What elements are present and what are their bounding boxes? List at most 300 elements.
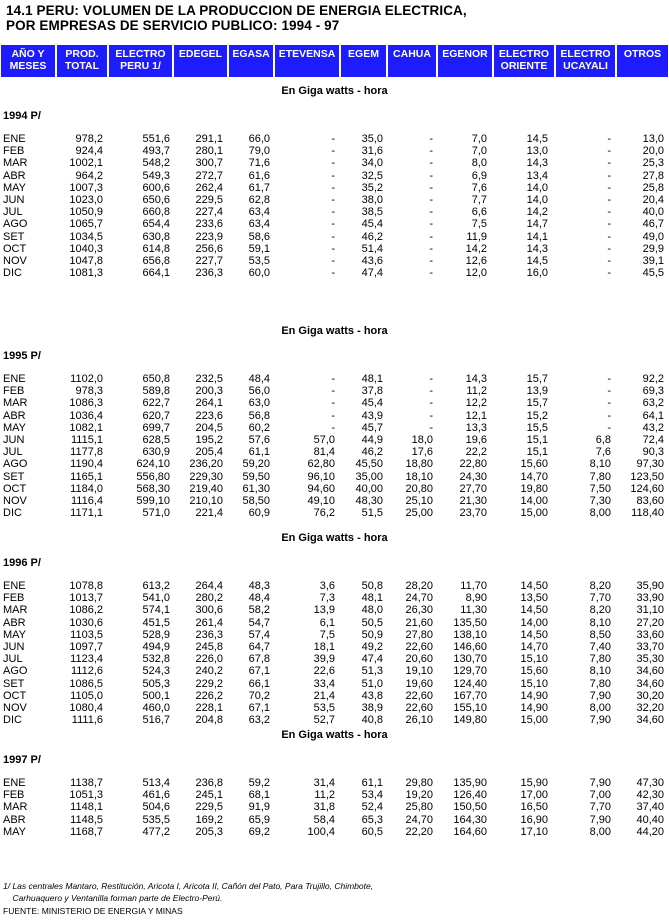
value-cell: 35,0 xyxy=(361,133,383,145)
value-cell: 236,8 xyxy=(195,777,223,789)
value-cell: - xyxy=(607,157,611,170)
value-cell: 1138,7 xyxy=(70,777,103,789)
value-cell: 1086,5 xyxy=(69,677,103,690)
value-cell: 68,1 xyxy=(248,789,270,802)
value-cell: 169,2 xyxy=(195,813,223,826)
value-cell: 126,40 xyxy=(453,789,487,802)
value-cell: 599,10 xyxy=(136,495,170,507)
value-cell: 613,2 xyxy=(142,580,170,592)
value-cell: 25,8 xyxy=(642,181,664,194)
column-header: ELECTRO UCAYALI xyxy=(556,45,615,77)
value-cell: 1002,1 xyxy=(69,157,103,170)
value-cell: 232,5 xyxy=(195,373,223,385)
value-cell: 17,00 xyxy=(520,789,548,802)
value-cell: 71,6 xyxy=(248,157,270,170)
value-cell: 16,90 xyxy=(520,813,548,826)
value-cell: 76,2 xyxy=(313,507,335,520)
value-cell: 90,3 xyxy=(642,446,664,459)
value-cell: 8,10 xyxy=(589,458,611,471)
value-cell: 7,5 xyxy=(471,218,487,231)
column-header: EGENOR xyxy=(438,45,492,77)
value-cell: 15,7 xyxy=(526,397,548,410)
value-cell: 7,00 xyxy=(589,789,611,802)
value-cell: - xyxy=(429,397,433,410)
table-row xyxy=(0,714,669,727)
value-cell: 63,4 xyxy=(248,206,270,219)
value-cell: 630,8 xyxy=(142,230,170,243)
value-cell: 67,1 xyxy=(248,665,270,678)
value-cell: - xyxy=(607,218,611,231)
value-cell: 59,20 xyxy=(242,458,270,471)
footnote-2: Carhuaquero y Ventanilla forman parte de Electro-Perú. xyxy=(3,893,223,903)
value-cell: 49,0 xyxy=(642,230,664,243)
value-cell: 29,80 xyxy=(405,777,433,789)
value-cell: 1081,3 xyxy=(69,267,103,280)
value-cell: 35,2 xyxy=(361,181,383,194)
month-cell: DIC xyxy=(3,507,22,520)
value-cell: 1023,0 xyxy=(69,194,103,206)
column-header: ELECTRO PERU 1/ xyxy=(109,45,172,77)
value-cell: 15,1 xyxy=(526,446,548,459)
value-cell: 44,20 xyxy=(636,825,664,838)
table-row xyxy=(0,170,669,183)
value-cell: 650,8 xyxy=(142,373,170,385)
month-cell: SET xyxy=(3,470,25,483)
value-cell: 229,30 xyxy=(189,470,223,483)
value-cell: 26,10 xyxy=(405,714,433,727)
value-cell: 50,8 xyxy=(361,580,383,592)
value-cell: - xyxy=(607,267,611,280)
value-cell: 135,50 xyxy=(453,616,487,629)
value-cell: 630,9 xyxy=(142,446,170,459)
value-cell: 622,7 xyxy=(142,397,170,410)
value-cell: 1168,7 xyxy=(70,825,103,838)
month-cell: AGO xyxy=(3,218,28,231)
value-cell: 245,1 xyxy=(195,789,223,802)
value-cell: 24,30 xyxy=(459,470,487,483)
value-cell: 81,4 xyxy=(313,446,335,459)
value-cell: 37,8 xyxy=(361,385,383,398)
value-cell: - xyxy=(429,421,433,434)
value-cell: 204,8 xyxy=(195,714,223,727)
value-cell: 58,6 xyxy=(248,230,270,243)
value-cell: 53,5 xyxy=(313,702,335,714)
table-row xyxy=(0,604,669,617)
value-cell: 45,4 xyxy=(361,397,383,410)
value-cell: 226,0 xyxy=(195,653,223,666)
value-cell: 37,40 xyxy=(636,801,664,814)
value-cell: - xyxy=(429,218,433,231)
month-cell: AGO xyxy=(3,665,28,678)
table-row xyxy=(0,133,669,146)
value-cell: 67,1 xyxy=(248,702,270,714)
table-row xyxy=(0,373,669,386)
month-cell: NOV xyxy=(3,255,27,267)
value-cell: 59,50 xyxy=(242,470,270,483)
value-cell: 49,10 xyxy=(307,495,335,507)
value-cell: 56,8 xyxy=(248,409,270,422)
value-cell: 79,0 xyxy=(248,145,270,158)
value-cell: - xyxy=(429,157,433,170)
value-cell: 505,3 xyxy=(142,677,170,690)
value-cell: 61,7 xyxy=(248,181,270,194)
value-cell: 7,50 xyxy=(589,482,611,495)
table-row xyxy=(0,397,669,410)
value-cell: 264,1 xyxy=(195,397,223,410)
value-cell: 48,1 xyxy=(361,592,383,605)
column-header: PROD. TOTAL xyxy=(57,45,107,77)
column-header: OTROS xyxy=(617,45,668,77)
value-cell: 7,30 xyxy=(589,495,611,507)
value-cell: - xyxy=(429,409,433,422)
value-cell: 460,0 xyxy=(142,702,170,714)
value-cell: 1190,4 xyxy=(70,458,103,471)
value-cell: - xyxy=(331,409,335,422)
value-cell: 223,6 xyxy=(195,409,223,422)
value-cell: 280,1 xyxy=(195,145,223,158)
value-cell: 236,3 xyxy=(195,267,223,280)
table-row xyxy=(0,434,669,447)
value-cell: 20,60 xyxy=(405,653,433,666)
value-cell: 35,30 xyxy=(636,653,664,666)
month-cell: ABR xyxy=(3,409,26,422)
unit-label: En Giga watts - hora xyxy=(281,532,388,544)
value-cell: 16,0 xyxy=(526,267,548,280)
month-cell: OCT xyxy=(3,482,27,495)
value-cell: 1040,3 xyxy=(69,242,103,255)
value-cell: 1112,6 xyxy=(70,665,103,678)
month-cell: NOV xyxy=(3,702,27,714)
value-cell: - xyxy=(429,133,433,145)
value-cell: 524,3 xyxy=(142,665,170,678)
table-row xyxy=(0,777,669,790)
value-cell: 70,2 xyxy=(248,689,270,702)
value-cell: 451,5 xyxy=(142,616,170,629)
value-cell: - xyxy=(331,421,335,434)
value-cell: 262,4 xyxy=(195,181,223,194)
table-row xyxy=(0,410,669,423)
year-label: 1997 P/ xyxy=(3,754,41,766)
value-cell: - xyxy=(429,255,433,267)
value-cell: 500,1 xyxy=(142,689,170,702)
value-cell: 94,60 xyxy=(307,482,335,495)
value-cell: 8,90 xyxy=(465,592,487,605)
value-cell: 229,5 xyxy=(195,801,223,814)
value-cell: 978,2 xyxy=(75,133,103,145)
value-cell: - xyxy=(429,181,433,194)
value-cell: 656,8 xyxy=(142,255,170,267)
value-cell: 300,7 xyxy=(195,157,223,170)
value-cell: - xyxy=(429,194,433,206)
year-label: 1995 P/ xyxy=(3,350,41,362)
value-cell: 40,0 xyxy=(642,206,664,219)
table-row xyxy=(0,789,669,802)
value-cell: 14,0 xyxy=(526,194,548,206)
value-cell: 924,4 xyxy=(75,145,103,158)
month-cell: ENE xyxy=(3,580,26,592)
value-cell: 123,50 xyxy=(630,470,664,483)
value-cell: 164,60 xyxy=(453,825,487,838)
year-label: 1996 P/ xyxy=(3,557,41,569)
value-cell: 47,30 xyxy=(636,777,664,789)
value-cell: 15,60 xyxy=(520,458,548,471)
value-cell: 49,2 xyxy=(361,641,383,653)
value-cell: 210,10 xyxy=(189,495,223,507)
value-cell: 14,90 xyxy=(520,702,548,714)
value-cell: 574,1 xyxy=(142,604,170,617)
table-row xyxy=(0,206,669,219)
month-cell: FEB xyxy=(3,789,25,802)
source-note: FUENTE: MINISTERIO DE ENERGIA Y MINAS xyxy=(3,906,183,916)
value-cell: 7,90 xyxy=(589,714,611,727)
value-cell: 31,6 xyxy=(361,145,383,158)
value-cell: 8,0 xyxy=(471,157,487,170)
value-cell: 14,5 xyxy=(526,133,548,145)
value-cell: 155,10 xyxy=(453,702,487,714)
value-cell: 39,9 xyxy=(313,653,335,666)
value-cell: 146,60 xyxy=(453,641,487,653)
value-cell: 6,8 xyxy=(595,434,611,446)
value-cell: 6,9 xyxy=(471,169,487,182)
value-cell: 48,4 xyxy=(248,592,270,605)
value-cell: 40,00 xyxy=(355,482,383,495)
table-row xyxy=(0,678,669,691)
value-cell: 14,90 xyxy=(520,689,548,702)
value-cell: 15,10 xyxy=(520,653,548,666)
month-cell: ABR xyxy=(3,616,26,629)
value-cell: 14,7 xyxy=(526,218,548,231)
value-cell: 240,2 xyxy=(195,665,223,678)
value-cell: 964,2 xyxy=(75,169,103,182)
table-row xyxy=(0,182,669,195)
page-title xyxy=(6,3,467,33)
value-cell: 227,4 xyxy=(195,206,223,219)
month-cell: JUL xyxy=(3,653,23,666)
value-cell: 32,5 xyxy=(361,169,383,182)
table-row xyxy=(0,483,669,496)
value-cell: 92,2 xyxy=(642,373,664,385)
value-cell: 33,70 xyxy=(636,641,664,653)
value-cell: 15,7 xyxy=(526,373,548,385)
value-cell: 1065,7 xyxy=(69,218,103,231)
unit-label: En Giga watts - hora xyxy=(281,85,388,97)
value-cell: 35,00 xyxy=(355,470,383,483)
value-cell: 1050,9 xyxy=(69,206,103,219)
value-cell: 67,8 xyxy=(248,653,270,666)
column-header: AÑO Y MESES xyxy=(1,45,55,77)
month-cell: FEB xyxy=(3,385,25,398)
value-cell: 22,20 xyxy=(405,825,433,838)
value-cell: 200,3 xyxy=(195,385,223,398)
value-cell: - xyxy=(607,206,611,219)
value-cell: - xyxy=(331,169,335,182)
value-cell: 11,2 xyxy=(466,385,487,398)
value-cell: 24,70 xyxy=(405,813,433,826)
value-cell: - xyxy=(331,181,335,194)
value-cell: 1078,8 xyxy=(69,580,103,592)
value-cell: 1036,4 xyxy=(69,409,103,422)
value-cell: 31,10 xyxy=(636,604,664,617)
value-cell: - xyxy=(331,206,335,219)
value-cell: 59,2 xyxy=(248,777,270,789)
value-cell: 57,6 xyxy=(248,434,270,446)
value-cell: 7,80 xyxy=(589,653,611,666)
value-cell: 228,1 xyxy=(195,702,223,714)
table-row xyxy=(0,385,669,398)
month-cell: DIC xyxy=(3,267,22,280)
value-cell: 12,2 xyxy=(465,397,487,410)
value-cell: 100,4 xyxy=(307,825,335,838)
value-cell: 43,9 xyxy=(361,409,383,422)
value-cell: 59,1 xyxy=(248,242,270,255)
value-cell: 138,10 xyxy=(453,628,487,641)
value-cell: 461,6 xyxy=(142,789,170,802)
value-cell: 21,60 xyxy=(405,616,433,629)
value-cell: 1047,8 xyxy=(69,255,103,267)
value-cell: 15,10 xyxy=(520,677,548,690)
value-cell: 221,4 xyxy=(195,507,223,520)
value-cell: 528,9 xyxy=(142,628,170,641)
value-cell: 7,90 xyxy=(589,689,611,702)
month-cell: JUN xyxy=(3,641,25,653)
value-cell: 14,2 xyxy=(465,242,487,255)
value-cell: 27,8 xyxy=(642,169,664,182)
value-cell: 38,5 xyxy=(361,206,383,219)
value-cell: 63,2 xyxy=(248,714,270,727)
value-cell: 291,1 xyxy=(195,133,223,145)
value-cell: 124,60 xyxy=(630,482,664,495)
value-cell: 229,5 xyxy=(195,194,223,206)
value-cell: 50,5 xyxy=(361,616,383,629)
value-cell: 628,5 xyxy=(142,434,170,446)
value-cell: 205,3 xyxy=(195,825,223,838)
value-cell: - xyxy=(331,145,335,158)
value-cell: 53,5 xyxy=(248,255,270,267)
value-cell: 19,20 xyxy=(405,789,433,802)
value-cell: 64,1 xyxy=(642,409,664,422)
value-cell: 34,0 xyxy=(361,157,383,170)
value-cell: 40,40 xyxy=(636,813,664,826)
value-cell: 18,1 xyxy=(313,641,335,653)
value-cell: 52,4 xyxy=(361,801,383,814)
value-cell: 57,0 xyxy=(313,434,335,446)
value-cell: 7,90 xyxy=(589,813,611,826)
value-cell: 48,4 xyxy=(248,373,270,385)
value-cell: 52,7 xyxy=(313,714,335,727)
value-cell: 54,7 xyxy=(248,616,270,629)
value-cell: 130,70 xyxy=(453,653,487,666)
value-cell: 14,70 xyxy=(520,641,548,653)
value-cell: 149,80 xyxy=(453,714,487,727)
value-cell: 229,2 xyxy=(195,677,223,690)
value-cell: 205,4 xyxy=(195,446,223,459)
value-cell: 660,8 xyxy=(142,206,170,219)
value-cell: 26,30 xyxy=(405,604,433,617)
value-cell: 13,50 xyxy=(520,592,548,605)
column-header: EGEM xyxy=(341,45,386,77)
value-cell: 1123,4 xyxy=(70,653,103,666)
value-cell: - xyxy=(429,169,433,182)
month-cell: JUN xyxy=(3,434,25,446)
table-row xyxy=(0,458,669,471)
column-header: CAHUA xyxy=(388,45,436,77)
value-cell: 33,4 xyxy=(313,677,335,690)
value-cell: - xyxy=(607,181,611,194)
value-cell: 3,6 xyxy=(319,580,335,592)
value-cell: 15,90 xyxy=(520,777,548,789)
value-cell: 47,4 xyxy=(361,653,383,666)
value-cell: 31,4 xyxy=(313,777,335,789)
value-cell: 12,0 xyxy=(465,267,487,280)
value-cell: 11,2 xyxy=(314,789,335,802)
value-cell: 58,2 xyxy=(248,604,270,617)
value-cell: 14,2 xyxy=(526,206,548,219)
value-cell: 40,8 xyxy=(361,714,383,727)
value-cell: 48,3 xyxy=(248,580,270,592)
table-row xyxy=(0,629,669,642)
table-row xyxy=(0,422,669,435)
value-cell: 15,5 xyxy=(526,421,548,434)
value-cell: 62,8 xyxy=(248,194,270,206)
value-cell: 14,1 xyxy=(526,230,548,243)
value-cell: 60,9 xyxy=(248,507,270,520)
value-cell: - xyxy=(331,194,335,206)
month-cell: SET xyxy=(3,677,25,690)
value-cell: 7,80 xyxy=(589,677,611,690)
table-row xyxy=(0,826,669,839)
value-cell: 7,40 xyxy=(589,641,611,653)
value-cell: 48,0 xyxy=(361,604,383,617)
value-cell: 1116,4 xyxy=(70,495,103,507)
value-cell: 8,00 xyxy=(589,825,611,838)
value-cell: 8,10 xyxy=(589,616,611,629)
value-cell: 245,8 xyxy=(195,641,223,653)
value-cell: 1086,2 xyxy=(69,604,103,617)
value-cell: 34,60 xyxy=(636,714,664,727)
value-cell: 45,7 xyxy=(361,421,383,434)
value-cell: 571,0 xyxy=(142,507,170,520)
table-row xyxy=(0,495,669,508)
value-cell: 46,2 xyxy=(361,446,383,459)
value-cell: 516,7 xyxy=(142,714,170,727)
value-cell: 11,70 xyxy=(460,580,487,592)
value-cell: 226,2 xyxy=(195,689,223,702)
table-row xyxy=(0,446,669,459)
value-cell: 1103,5 xyxy=(70,628,103,641)
value-cell: 7,0 xyxy=(471,133,487,145)
value-cell: - xyxy=(331,218,335,231)
value-cell: 164,30 xyxy=(453,813,487,826)
month-cell: ENE xyxy=(3,373,26,385)
value-cell: 8,00 xyxy=(589,702,611,714)
value-cell: 56,0 xyxy=(248,385,270,398)
value-cell: 12,6 xyxy=(465,255,487,267)
value-cell: - xyxy=(331,397,335,410)
value-cell: 1148,5 xyxy=(70,813,103,826)
value-cell: 31,8 xyxy=(313,801,335,814)
table-row xyxy=(0,471,669,484)
value-cell: 532,8 xyxy=(142,653,170,666)
value-cell: 7,70 xyxy=(589,592,611,605)
value-cell: 7,3 xyxy=(319,592,335,605)
value-cell: 556,80 xyxy=(136,470,170,483)
month-cell: JUL xyxy=(3,206,23,219)
value-cell: 494,9 xyxy=(142,641,170,653)
value-cell: 14,00 xyxy=(520,495,548,507)
table-row xyxy=(0,653,669,666)
value-cell: 14,3 xyxy=(526,242,548,255)
value-cell: 18,80 xyxy=(405,458,433,471)
